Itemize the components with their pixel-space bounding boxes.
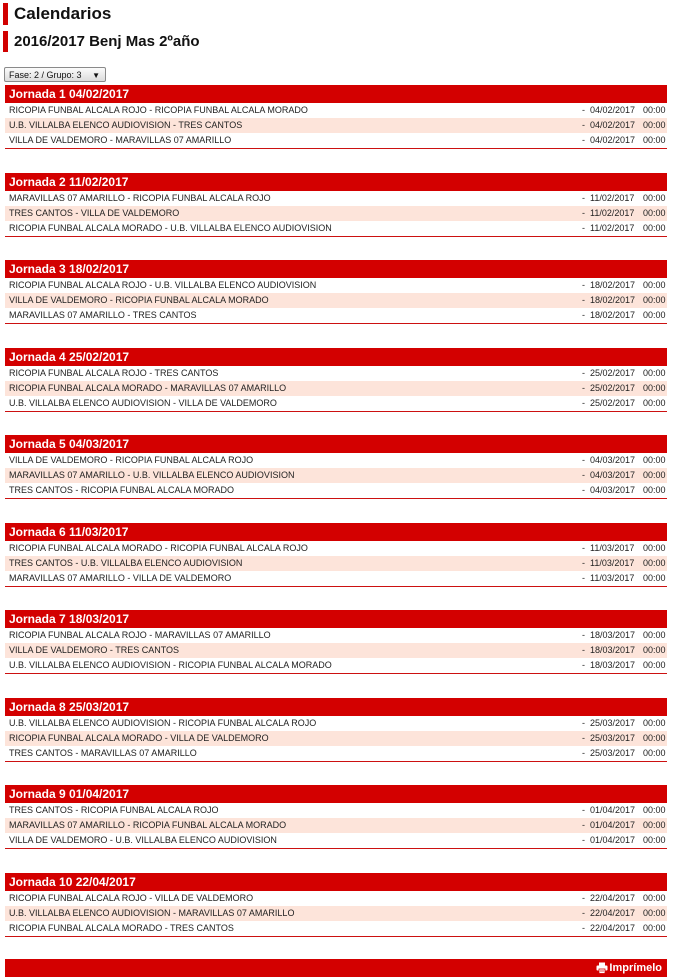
match-row [5,453,667,468]
match-separator: - [582,207,585,218]
match-separator: - [582,367,585,378]
match-teams: TRES CANTOS - MARAVILLAS 07 AMARILLO [9,747,197,758]
match-time: 00:00 [643,310,666,320]
round-header: Jornada 8 25/03/2017 [5,698,667,716]
chevron-down-icon: ▼ [92,71,100,80]
match-teams: RICOPIA FUNBAL ALCALA MORADO - RICOPIA FUNBAL ALCALA ROJO [9,542,308,553]
match-separator: - [582,455,585,465]
round-divider [5,411,667,412]
round-header: Jornada 4 25/02/2017 [5,348,667,366]
match-time: 00:00 [643,105,666,115]
match-date: 22/04/2017 [590,907,636,918]
match-teams: VILLA DE VALDEMORO - U.B. VILLALBA ELENCO AUDIOVISION [9,835,277,845]
match-date: 18/02/2017 [590,295,636,305]
match-row [5,658,667,673]
match-separator: - [582,732,585,743]
match-time: 00:00 [643,135,666,145]
round-block [5,610,667,676]
match-date: 25/03/2017 [590,747,636,758]
match-teams: RICOPIA FUNBAL ALCALA ROJO - RICOPIA FUNBAL ALCALA MORADO [9,105,308,115]
match-time: 00:00 [643,747,666,758]
phase-group-select-value: Fase: 2 / Grupo: 3 [9,70,82,80]
match-teams: TRES CANTOS - U.B. VILLALBA ELENCO AUDIOVISION [9,557,243,568]
match-row [5,468,667,483]
match-row [5,628,667,643]
match-row [5,381,667,396]
round-header: Jornada 9 01/04/2017 [5,785,667,803]
match-teams: U.B. VILLALBA ELENCO AUDIOVISION - RICOPIA FUNBAL ALCALA ROJO [9,717,317,728]
match-date: 25/02/2017 [590,382,636,393]
match-separator: - [582,572,585,583]
round-divider [5,498,667,499]
match-teams: MARAVILLAS 07 AMARILLO - TRES CANTOS [9,310,197,320]
match-time: 00:00 [643,280,666,290]
match-separator: - [582,105,585,115]
match-date: 11/03/2017 [590,557,635,568]
match-time: 00:00 [643,572,666,583]
round-block [5,435,667,501]
round-block [5,173,667,239]
match-time: 00:00 [643,382,666,393]
match-teams: RICOPIA FUNBAL ALCALA ROJO - MARAVILLAS 07 AMARILLO [9,630,271,640]
printer-icon [596,962,608,974]
round-block [5,85,667,151]
match-time: 00:00 [643,470,666,480]
round-header: Jornada 1 04/02/2017 [5,85,667,103]
match-separator: - [582,397,585,408]
match-time: 00:00 [643,485,666,495]
match-teams: U.B. VILLALBA ELENCO AUDIOVISION - RICOPIA FUNBAL ALCALA MORADO [9,660,332,670]
match-row [5,191,667,206]
match-date: 04/02/2017 [590,135,636,145]
match-teams: MARAVILLAS 07 AMARILLO - RICOPIA FUNBAL ALCALA MORADO [9,820,287,830]
round-divider [5,673,667,674]
match-teams: TRES CANTOS - VILLA DE VALDEMORO [9,207,180,218]
match-date: 22/04/2017 [590,892,636,903]
match-separator: - [582,557,585,568]
match-date: 25/03/2017 [590,717,636,728]
match-time: 00:00 [643,732,666,743]
match-date: 18/02/2017 [590,310,636,320]
match-separator: - [582,470,585,480]
match-teams: RICOPIA FUNBAL ALCALA MORADO - MARAVILLAS 07 AMARILLO [9,382,287,393]
match-time: 00:00 [643,805,666,815]
match-date: 18/03/2017 [590,645,636,655]
match-row [5,541,667,556]
match-separator: - [582,120,585,130]
match-row [5,716,667,731]
match-row [5,921,667,936]
match-row [5,803,667,818]
match-separator: - [582,280,585,290]
phase-group-select[interactable] [4,67,106,82]
match-separator: - [582,135,585,145]
match-separator: - [582,310,585,320]
match-teams: RICOPIA FUNBAL ALCALA ROJO - VILLA DE VALDEMORO [9,892,254,903]
match-row [5,731,667,746]
match-teams: VILLA DE VALDEMORO - RICOPIA FUNBAL ALCALA ROJO [9,455,254,465]
match-teams: RICOPIA FUNBAL ALCALA MORADO - U.B. VILLALBA ELENCO AUDIOVISION [9,222,332,233]
match-row [5,118,667,133]
match-date: 25/02/2017 [590,397,636,408]
match-row [5,833,667,848]
match-teams: RICOPIA FUNBAL ALCALA MORADO - VILLA DE VALDEMORO [9,732,269,743]
match-teams: MARAVILLAS 07 AMARILLO - U.B. VILLALBA ELENCO AUDIOVISION [9,470,295,480]
match-row [5,366,667,381]
match-date: 25/03/2017 [590,732,636,743]
page-title: Calendarios [3,3,200,25]
match-time: 00:00 [643,557,666,568]
match-date: 11/02/2017 [590,192,635,203]
match-row [5,483,667,498]
match-teams: U.B. VILLALBA ELENCO AUDIOVISION - TRES CANTOS [9,120,243,130]
match-time: 00:00 [643,455,666,465]
page-subtitle: 2016/2017 Benj Mas 2ºaño [3,31,200,52]
match-teams: VILLA DE VALDEMORO - RICOPIA FUNBAL ALCALA MORADO [9,295,269,305]
match-date: 11/03/2017 [590,542,635,553]
match-teams: MARAVILLAS 07 AMARILLO - RICOPIA FUNBAL ALCALA ROJO [9,192,271,203]
match-separator: - [582,660,585,670]
match-date: 11/03/2017 [590,572,635,583]
match-teams: U.B. VILLALBA ELENCO AUDIOVISION - MARAVILLAS 07 AMARILLO [9,907,295,918]
match-row [5,221,667,236]
match-date: 11/02/2017 [590,207,635,218]
match-time: 00:00 [643,192,666,203]
round-header: Jornada 2 11/02/2017 [5,173,667,191]
match-separator: - [582,645,585,655]
round-block [5,873,667,939]
match-separator: - [582,922,585,933]
match-date: 18/03/2017 [590,660,636,670]
match-teams: TRES CANTOS - RICOPIA FUNBAL ALCALA ROJO [9,805,219,815]
match-separator: - [582,835,585,845]
match-row [5,571,667,586]
round-header: Jornada 5 04/03/2017 [5,435,667,453]
round-divider [5,323,667,324]
match-row [5,556,667,571]
match-separator: - [582,747,585,758]
match-date: 18/02/2017 [590,280,636,290]
match-time: 00:00 [643,207,666,218]
round-header: Jornada 3 18/02/2017 [5,260,667,278]
match-row [5,133,667,148]
match-separator: - [582,892,585,903]
match-time: 00:00 [643,645,666,655]
match-date: 04/03/2017 [590,470,636,480]
page-header [3,2,200,52]
match-separator: - [582,295,585,305]
round-divider [5,761,667,762]
round-block [5,785,667,851]
match-teams: RICOPIA FUNBAL ALCALA ROJO - U.B. VILLALBA ELENCO AUDIOVISION [9,280,317,290]
match-separator: - [582,542,585,553]
match-date: 01/04/2017 [590,835,636,845]
match-row [5,206,667,221]
match-teams: VILLA DE VALDEMORO - TRES CANTOS [9,645,180,655]
match-separator: - [582,485,585,495]
match-separator: - [582,630,585,640]
match-teams: RICOPIA FUNBAL ALCALA ROJO - TRES CANTOS [9,367,219,378]
footer-bar [5,959,667,977]
match-time: 00:00 [643,367,666,378]
match-teams: RICOPIA FUNBAL ALCALA MORADO - TRES CANTOS [9,922,234,933]
round-block [5,348,667,414]
match-date: 25/02/2017 [590,367,636,378]
match-teams: U.B. VILLALBA ELENCO AUDIOVISION - VILLA DE VALDEMORO [9,397,277,408]
match-row [5,891,667,906]
match-separator: - [582,907,585,918]
match-teams: MARAVILLAS 07 AMARILLO - VILLA DE VALDEMORO [9,572,232,583]
round-divider [5,586,667,587]
match-row [5,906,667,921]
match-row [5,643,667,658]
match-date: 01/04/2017 [590,820,636,830]
match-time: 00:00 [643,397,666,408]
match-time: 00:00 [643,222,666,233]
match-date: 04/03/2017 [590,485,636,495]
match-row [5,278,667,293]
round-divider [5,148,667,149]
match-time: 00:00 [643,907,666,918]
match-separator: - [582,222,585,233]
match-time: 00:00 [643,717,666,728]
match-time: 00:00 [643,820,666,830]
match-date: 11/02/2017 [590,222,635,233]
round-header: Jornada 6 11/03/2017 [5,523,667,541]
round-block [5,523,667,589]
match-date: 22/04/2017 [590,922,636,933]
round-divider [5,936,667,937]
match-time: 00:00 [643,542,666,553]
match-teams: TRES CANTOS - RICOPIA FUNBAL ALCALA MORADO [9,485,235,495]
match-time: 00:00 [643,660,666,670]
match-date: 01/04/2017 [590,805,636,815]
match-separator: - [582,820,585,830]
round-block [5,698,667,764]
round-header: Jornada 10 22/04/2017 [5,873,667,891]
match-separator: - [582,717,585,728]
match-teams: VILLA DE VALDEMORO - MARAVILLAS 07 AMARILLO [9,135,232,145]
match-row [5,818,667,833]
match-date: 04/03/2017 [590,455,636,465]
match-time: 00:00 [643,120,666,130]
round-divider [5,848,667,849]
match-row [5,308,667,323]
print-label: Imprímelo [609,962,662,974]
match-separator: - [582,192,585,203]
match-time: 00:00 [643,892,666,903]
match-time: 00:00 [643,295,666,305]
print-button[interactable] [596,960,662,976]
round-block [5,260,667,326]
round-divider [5,236,667,237]
match-time: 00:00 [643,922,666,933]
match-row [5,396,667,411]
match-date: 04/02/2017 [590,120,636,130]
match-row [5,293,667,308]
match-time: 00:00 [643,630,666,640]
match-date: 18/03/2017 [590,630,636,640]
match-separator: - [582,805,585,815]
rounds-list [5,85,667,960]
match-row [5,746,667,761]
match-time: 00:00 [643,835,666,845]
match-date: 04/02/2017 [590,105,636,115]
round-header: Jornada 7 18/03/2017 [5,610,667,628]
match-separator: - [582,382,585,393]
match-row [5,103,667,118]
